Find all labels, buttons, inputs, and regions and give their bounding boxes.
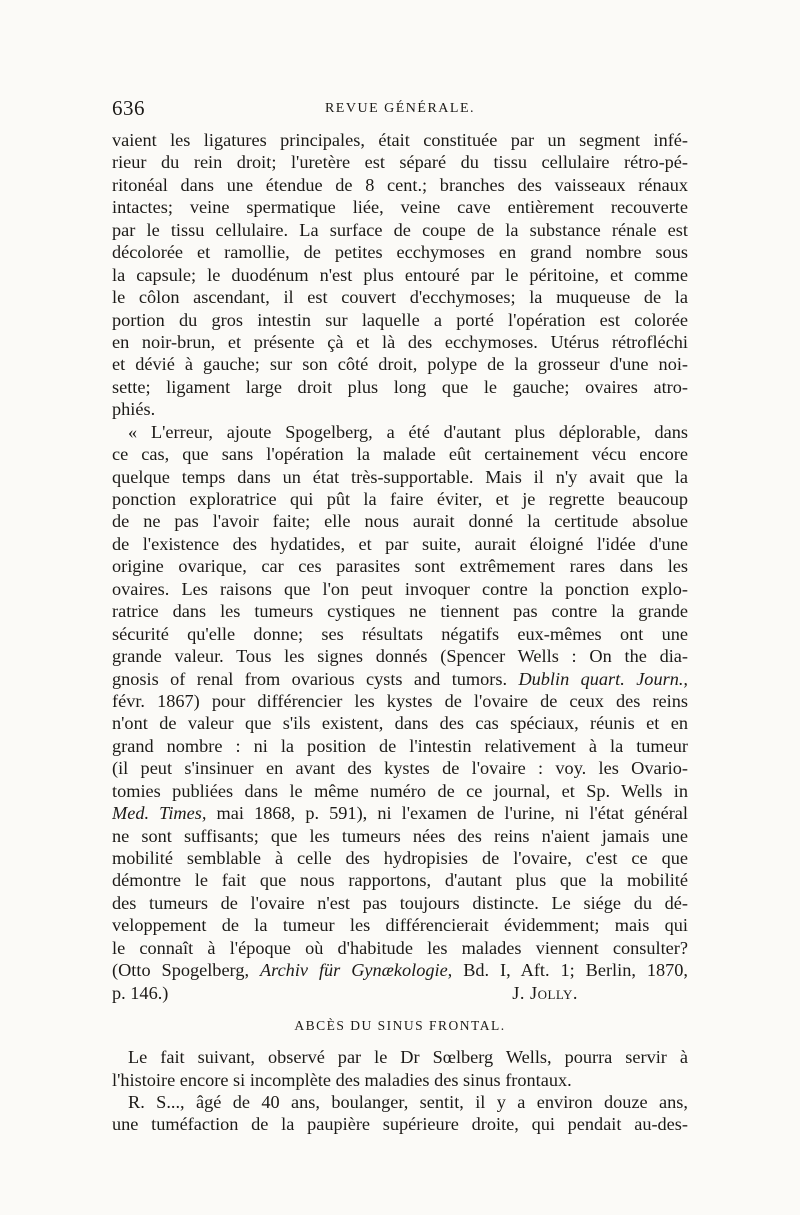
text-line: par le tissu cellulaire. La surface de coupe de la substance rénale est	[112, 219, 688, 240]
text-line: « L'erreur, ajoute Spogelberg, a été d'autant plus déplorable, dans	[128, 421, 688, 442]
text-line: sette; ligament large droit plus long que le gauche; ovaires atro-	[112, 376, 688, 397]
text-span: gnosis of renal from ovarious cysts and tumors.	[112, 668, 519, 689]
text-line: le connaît à l'époque où d'habitude les malades viennent consulter?	[112, 937, 688, 958]
text-line: une tuméfaction de la paupière supérieure droite, qui pendait au-des-	[112, 1114, 688, 1135]
text-line: portion du gros intestin sur laquelle a porté l'opération est colorée	[112, 309, 688, 330]
text-line: origine ovarique, car ces parasites sont extrêmement rares dans les	[112, 556, 688, 577]
text-line: phiés.	[112, 399, 156, 420]
text-line: grande valeur. Tous les signes donnés (Spencer Wells : On the dia-	[112, 646, 688, 667]
text-line: (il peut s'insinuer en avant des kystes de l'ovaire : voy. les Ovario-	[112, 758, 688, 779]
text-line: quelque temps dans un état très-supportable. Mais il n'y avait que la	[112, 466, 688, 487]
text-line: ne sont suffisants; que les tumeurs nées des reins n'aient jamais une	[112, 825, 688, 846]
text-line	[112, 802, 688, 824]
paragraph	[112, 1046, 688, 1091]
text-line: rieur du rein droit; l'uretère est séparé du tissu cellulaire rétro-pé-	[112, 152, 688, 173]
paragraph	[112, 129, 688, 421]
text-line: de l'existence des hydatides, et par suite, aurait éloigné l'idée d'une	[112, 533, 688, 554]
text-line: vaient les ligatures principales, était constituée par un segment infé-	[112, 130, 688, 150]
text-line: Le fait suivant, observé par le Dr Sœlberg Wells, pourra servir à	[128, 1047, 688, 1068]
text-line: décolorée et ramollie, de petites ecchymoses en grand nombre sous	[112, 242, 688, 263]
text-line	[112, 668, 688, 690]
text-line: démontre le fait que nous rapportons, d'autant plus que la mobilité	[112, 870, 688, 891]
author-signature: J. Jolly.	[512, 982, 578, 1003]
text-line: tomies publiées dans le même numéro de ce journal, et Sp. Wells in	[112, 780, 688, 801]
text-line: ce cas, que sans l'opération la malade eût certainement vécu encore	[112, 444, 688, 465]
text-span: p. 146.)	[112, 982, 169, 1003]
text-span: mai 1868, p. 591), ni l'examen de l'urine, ni l'état général	[206, 803, 688, 824]
journal-reference: Med. Times,	[112, 803, 207, 824]
text-line: la capsule; le duodénum n'est plus entouré par le péritoine, et comme	[112, 264, 688, 285]
page-header	[112, 96, 688, 126]
journal-reference: Archiv für Gynækologie,	[259, 960, 453, 981]
text-line	[112, 982, 688, 1004]
text-line: févr. 1867) pour différencier les kystes de l'ovaire de ceux des reins	[112, 690, 688, 711]
text-line: mobilité semblable à celle des hydropisies de l'ovaire, c'est ce que	[112, 848, 688, 868]
text-line: ratrice dans les tumeurs cystiques ne tiennent pas contre la grande	[112, 601, 688, 622]
paragraph	[112, 421, 688, 1004]
text-line: sécurité qu'elle donne; ses résultats négatifs eux-mêmes ont une	[112, 623, 688, 644]
text-line: en noir-brun, et présente çà et là des ecchymoses. Utérus rétrofléchi	[112, 331, 688, 352]
text-line: n'ont de valeur que s'ils existent, dans des cas spéciaux, réunis et en	[112, 713, 688, 734]
paragraph	[112, 1091, 688, 1136]
text-span: Bd. I, Aft. 1; Berlin, 1870,	[452, 960, 688, 981]
text-line: et dévié à gauche; sur son côté droit, polype de la grosseur d'une noi-	[112, 354, 688, 375]
text-line: ponction exploratrice qui pût la faire éviter, et je regrette beaucoup	[112, 489, 688, 509]
text-line: R. S..., âgé de 40 ans, boulanger, sentit, il y a environ douze ans,	[128, 1091, 688, 1112]
running-head: REVUE GÉNÉRALE.	[324, 101, 476, 116]
text-line: grand nombre : ni la position de l'intestin relativement à la tumeur	[112, 735, 688, 756]
text-line: ritonéal dans une étendue de 8 cent.; branches des vaisseaux rénaux	[112, 174, 688, 195]
text-line: des tumeurs de l'ovaire n'est pas toujours distincte. Le siége du dé-	[112, 892, 688, 913]
section-title: ABCÈS DU SINUS FRONTAL.	[294, 1018, 506, 1034]
text-line: le côlon ascendant, il est couvert d'ecchymoses; la muqueuse de la	[112, 287, 688, 308]
body-text	[112, 129, 688, 1136]
journal-reference: Dublin quart. Journ.,	[518, 668, 688, 689]
text-line: de ne pas l'avoir faite; elle nous aurait donné la certitude absolue	[112, 511, 688, 532]
text-line: intactes; veine spermatique liée, veine cave entièrement recouverte	[112, 197, 688, 218]
text-span: (Otto Spogelberg,	[112, 960, 260, 981]
text-line	[112, 959, 688, 981]
page-number: 636	[112, 96, 145, 120]
text-line: veloppement de la tumeur les différencierait évidemment; mais qui	[112, 915, 688, 936]
text-line: ovaires. Les raisons que l'on peut invoquer contre la ponction explo-	[112, 578, 688, 599]
text-line: l'histoire encore si incomplète des maladies des sinus frontaux.	[112, 1069, 572, 1090]
